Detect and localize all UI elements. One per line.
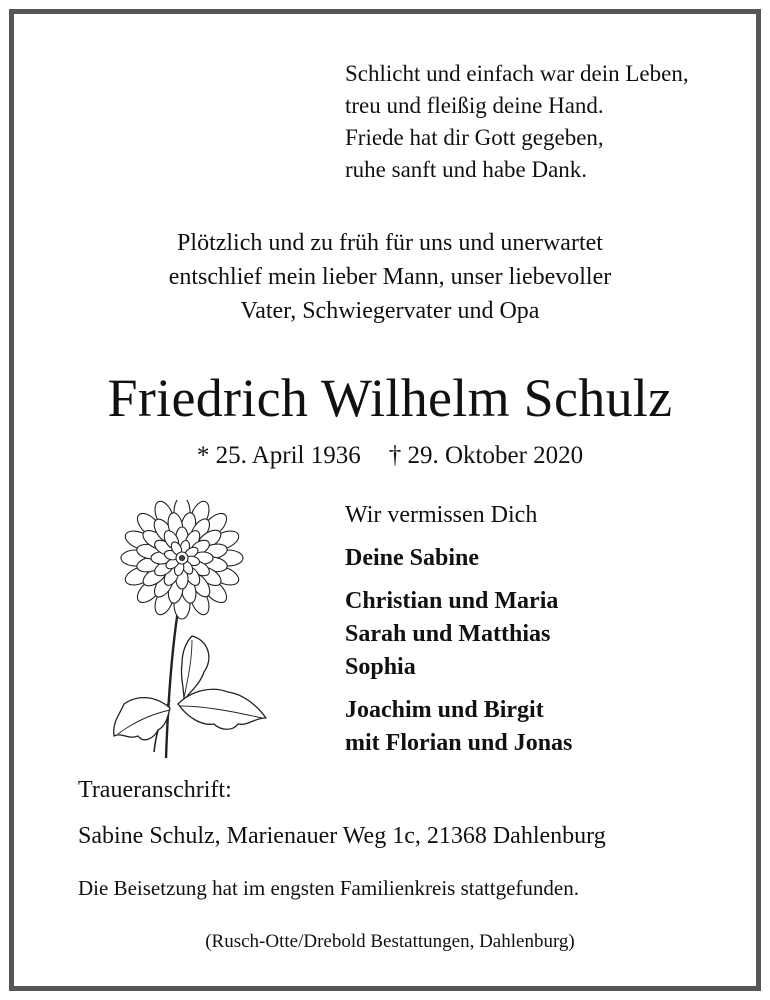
mourner-name: Sarah und Matthias: [345, 621, 551, 647]
poem-line: ruhe sanft und habe Dank.: [345, 157, 588, 182]
intro-line: Vater, Schwiegervater und Opa: [240, 298, 540, 324]
intro-line: Plötzlich und zu früh für uns und unerwartet: [177, 230, 603, 256]
mourner-name: mit Florian und Jonas: [345, 730, 573, 756]
deceased-name: Friedrich Wilhelm Schulz: [107, 368, 673, 428]
intro-line: entschlief mein lieber Mann, unser liebevoller: [168, 264, 612, 290]
mourning-address: Sabine Schulz, Marienauer Weg 1c, 21368 Dahlenburg: [78, 823, 606, 849]
intro-text: [14, 226, 766, 328]
poem-line: Friede hat dir Gott gegeben,: [345, 125, 604, 150]
mourner-group: [345, 694, 572, 760]
birth-date: * 25. April 1936: [196, 442, 361, 469]
undertaker-credit: (Rusch-Otte/Drebold Bestattungen, Dahlenburg): [205, 931, 575, 952]
mourner-group: [345, 542, 572, 575]
mourners-lead: Wir vermissen Dich: [345, 502, 538, 528]
obituary-frame: [9, 9, 761, 991]
address-label: Traueranschrift:: [78, 777, 232, 803]
poem-line: treu und fleißig deine Hand.: [345, 93, 604, 118]
mourner-group: [345, 585, 572, 684]
mourner-name: Sophia: [345, 654, 416, 680]
mourner-name: Joachim und Birgit: [345, 697, 544, 723]
mourner-name: Christian und Maria: [345, 588, 559, 614]
life-dates: [14, 438, 766, 474]
poem: [345, 58, 689, 186]
chrysanthemum-drawing-icon: [96, 500, 286, 762]
death-date: † 29. Oktober 2020: [388, 442, 584, 469]
poem-line: Schlicht und einfach war dein Leben,: [345, 61, 689, 86]
mourner-name: Deine Sabine: [345, 545, 480, 571]
burial-note: Die Beisetzung hat im engsten Familienkreis stattgefunden.: [78, 876, 579, 900]
mourners-block: [345, 498, 572, 770]
